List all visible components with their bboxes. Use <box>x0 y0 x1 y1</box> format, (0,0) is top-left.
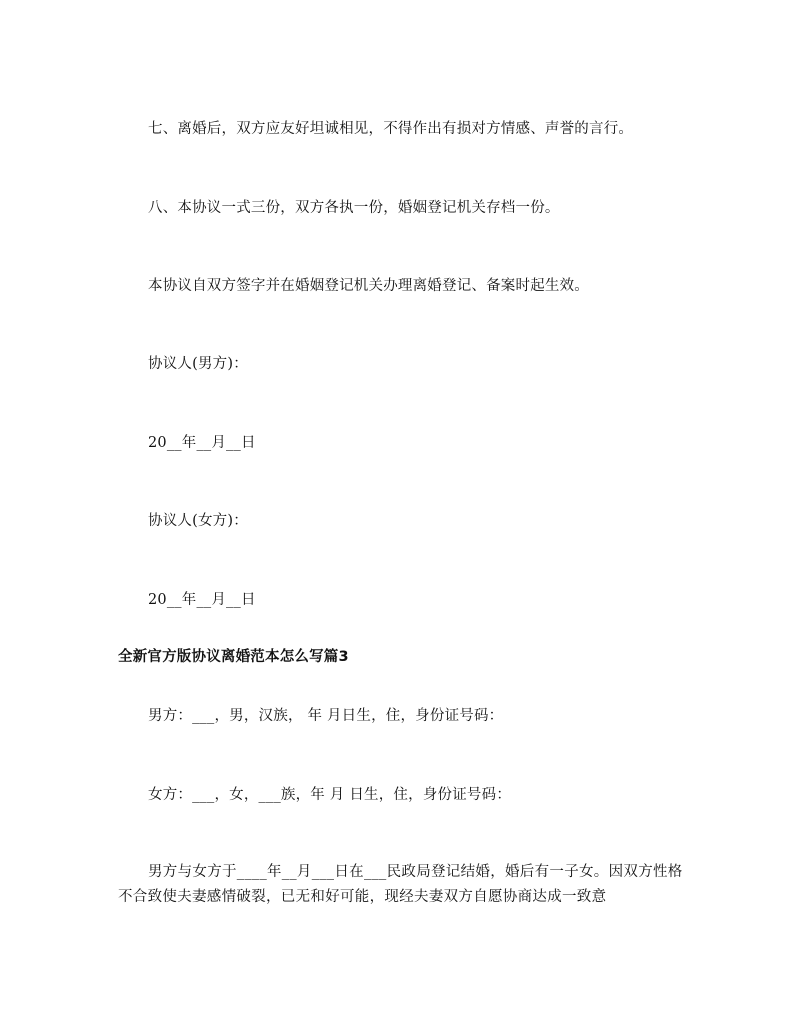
female-signatory-label: 协议人(女方)： <box>148 513 248 529</box>
female-party-info: 女方：___，女，___族，年 月 日生，住，身份证号码： <box>148 787 512 803</box>
effective-clause: 本协议自双方签字并在婚姻登记机关办理离婚登记、备案时起生效。 <box>148 278 589 294</box>
male-party-info: 男方：___，男，汉族， 年 月日生，住，身份证号码： <box>148 708 504 724</box>
female-sign-date: 20__年__月__日 <box>148 592 256 608</box>
marriage-paragraph: 男方与女方于____年__月___日在___民政局登记结婚，婚后有一子女。因双方性格不合致使夫妻感情破裂，已无和好可能，现经夫妻双方自愿协商达成一致意 <box>118 864 683 905</box>
clause-seven: 七、离婚后，双方应友好坦诚相见，不得作出有损对方情感、声誉的言行。 <box>148 121 634 137</box>
male-signatory-label: 协议人(男方)： <box>148 356 248 372</box>
male-sign-date: 20__年__月__日 <box>148 435 256 451</box>
clause-eight: 八、本协议一式三份，双方各执一份，婚姻登记机关存档一份。 <box>148 200 560 216</box>
section-heading: 全新官方版协议离婚范本怎么写篇3 <box>118 649 349 665</box>
